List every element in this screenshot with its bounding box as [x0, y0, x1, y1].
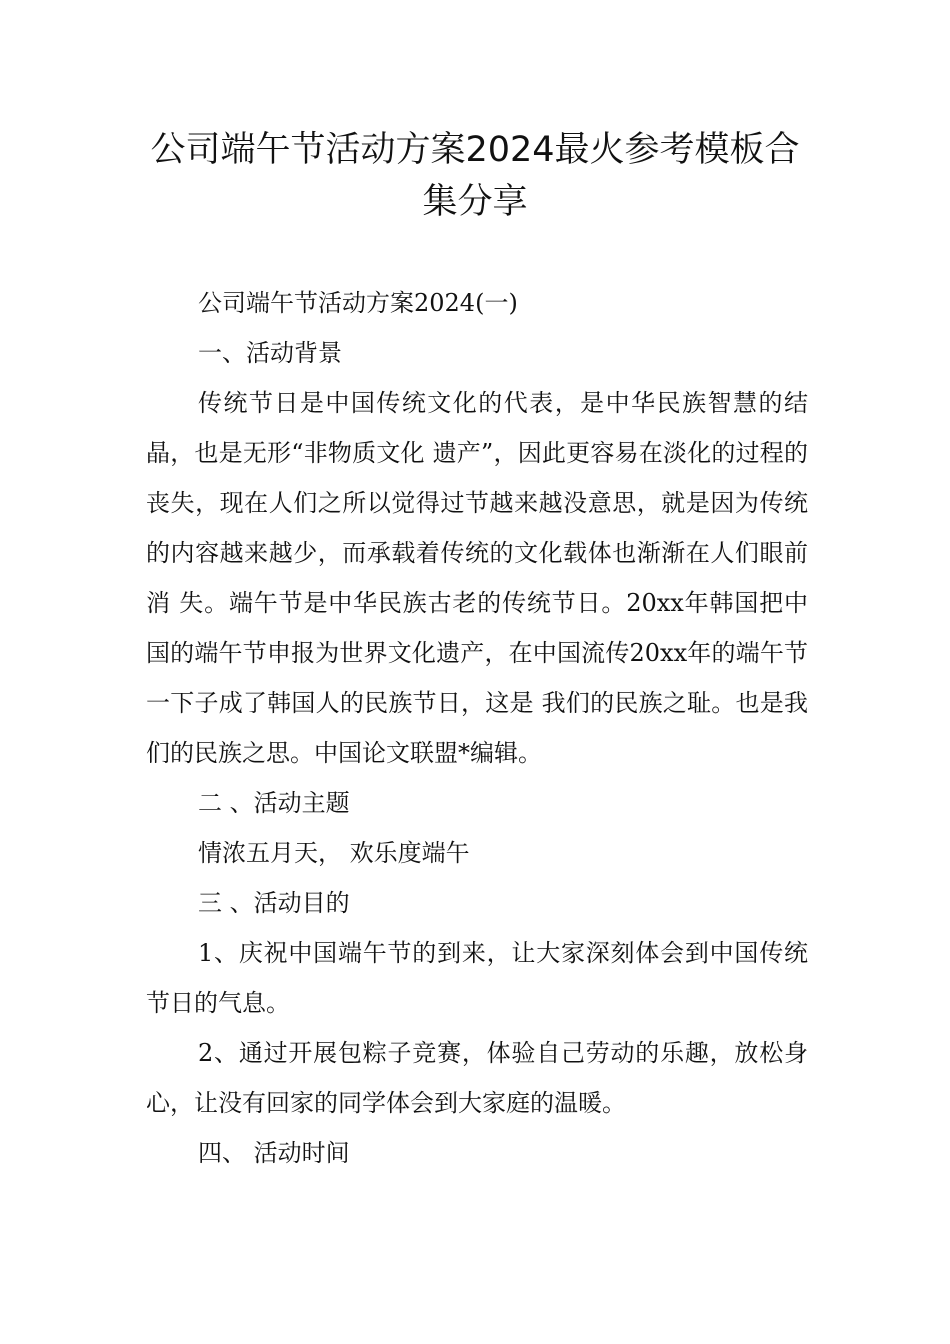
paragraph-purpose-1: 1、庆祝中国端午节的到来，让大家深刻体会到中国传统节日的气息。: [146, 939, 808, 1017]
paragraph-purpose-2: 2、通过开展包粽子竞赛，体验自己劳动的乐趣，放松身心，让没有回家的同学体会到大家庭的温暖。: [146, 1039, 808, 1117]
section-heading-time: 四、 活动时间: [198, 1139, 350, 1167]
document-title: 公司端午节活动方案2024最火参考模板合集分享: [150, 130, 800, 222]
paragraph-theme: 情浓五月天， 欢乐度端午: [198, 839, 470, 867]
section-heading-theme: 二 、活动主题: [198, 789, 350, 817]
section-heading-background: 一、活动背景: [198, 339, 342, 367]
section-heading-purpose: 三 、活动目的: [198, 889, 350, 917]
document-body: [146, 278, 808, 1178]
paragraph-background: 传统节日是中国传统文化的代表，是中华民族智慧的结晶，也是无形“非物质文化 遗产”，因此更容易在淡化的过程的丧失，现在人们之所以觉得过节越来越没意思，就是因为传统的内容越来越少，而承载着传统的文化载体也渐渐在人们眼前消 失。端午节是中华民族古老的传统节日。20xx年韩国把中国的端午节申报为世界文化遗产，在中国流传20xx年的端午节一下子成了韩国人的民族节日，这是 我们的民族之耻。也是我们的民族之思。中国论文联盟*编辑。: [146, 389, 808, 767]
section-heading-plan: 公司端午节活动方案2024(一): [198, 289, 518, 317]
